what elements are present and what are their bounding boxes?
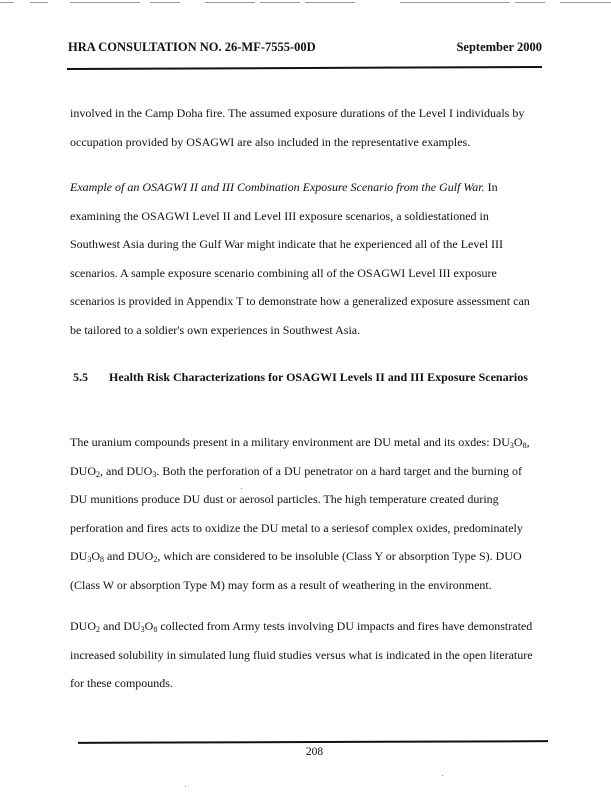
intro-paragraph [70, 99, 550, 156]
solubility-paragraph [70, 612, 550, 698]
section-number: 5.5 [73, 370, 88, 384]
text-line [70, 457, 550, 486]
page-number: 208 [305, 746, 324, 758]
scan-speck [241, 488, 242, 489]
subscript: 3 [509, 441, 514, 450]
subscript: 3 [87, 555, 92, 565]
text-fragment: , and DUO [100, 463, 153, 478]
text-fragment: O [144, 619, 154, 633]
example-heading: Example of an OSAGWI II and III Combination Exposure Scenario from the Gulf War. [70, 180, 485, 194]
document-date: September 2000 [456, 40, 542, 54]
text-line [70, 428, 550, 457]
text-line: (Class W or absorption Type M) may form as a result of weathering in the environment. [70, 577, 492, 592]
subscript: 3 [140, 625, 145, 634]
document-id: HRA CONSULTATION NO. 26-MF-7555-00D [68, 40, 316, 54]
text-line: Southwest Asia during the Gulf War might indicate that he experienced all of the Level III [70, 237, 504, 252]
subscript: 8 [100, 555, 105, 565]
text-line: involved in the Camp Doha fire. The assumed exposure durations of the Level I individuals by [70, 106, 525, 120]
text-line: for these compounds. [70, 676, 173, 691]
text-line [70, 612, 550, 641]
subscript: 2 [153, 555, 158, 565]
text-fragment: The uranium compounds present in a military environment are DU metal and its oxdes: DU [70, 435, 510, 449]
text-fragment: . Both the perforation of a DU penetrator on a hard target and the burning of [156, 463, 522, 478]
text-fragment: DUO [70, 463, 96, 478]
subscript: 8 [153, 625, 158, 634]
text-line: DU munitions produce DU dust or aerosol particles. The high temperature created during [70, 492, 499, 507]
subscript: 3 [152, 469, 157, 479]
scan-speck [185, 786, 186, 787]
text-fragment: O [91, 549, 101, 564]
text-line: occupation provided by OSAGWI are also included in the representative examples. [70, 134, 471, 149]
text-line: increased solubility in simulated lung fluid studies versus what is indicated in the open literature [70, 647, 533, 662]
example-paragraph [70, 173, 550, 345]
subscript: 2 [96, 469, 100, 479]
subscript: 8 [522, 441, 527, 450]
text-fragment: , which are considered to be insoluble (Class Y or absorption Type S). DUO [157, 549, 522, 564]
text-line: perforation and fires acts to oxidize the DU metal to a seriesof complex oxides, predominately [70, 520, 523, 535]
section-title: Health Risk Characterizations for OSAGWI Levels II and III Exposure Scenarios [109, 370, 528, 384]
text-fragment: and DUO [104, 549, 154, 564]
footer-rule [78, 740, 548, 744]
text-line: scenarios is provided in Appendix T to demonstrate how a generalized exposure assessment can [70, 294, 530, 309]
text-fragment: In [484, 180, 498, 194]
text-fragment: and DU [100, 619, 141, 633]
text-line: be tailored to a soldier's own experiences in Southwest Asia. [70, 322, 361, 337]
text-fragment: collected from Army tests involving DU impacts and fires have demonstrated [157, 619, 533, 633]
scan-artifact-top [0, 2, 611, 5]
text-line: examining the OSAGWI Level II and Level III exposure scenarios, a soldiestationed in [70, 208, 489, 223]
scan-speck [442, 775, 443, 776]
subscript: 2 [96, 625, 100, 634]
text-fragment: O [513, 435, 523, 449]
section-heading [73, 370, 528, 385]
text-fragment: , [526, 435, 530, 449]
header-rule [67, 66, 542, 70]
text-fragment: DUO [70, 619, 96, 633]
text-fragment: DU [70, 549, 88, 564]
uranium-paragraph [70, 428, 550, 600]
text-line [70, 542, 550, 571]
text-line: scenarios. A sample exposure scenario combining all of the OSAGWI Level III exposure [70, 265, 497, 280]
text-line [70, 173, 550, 202]
